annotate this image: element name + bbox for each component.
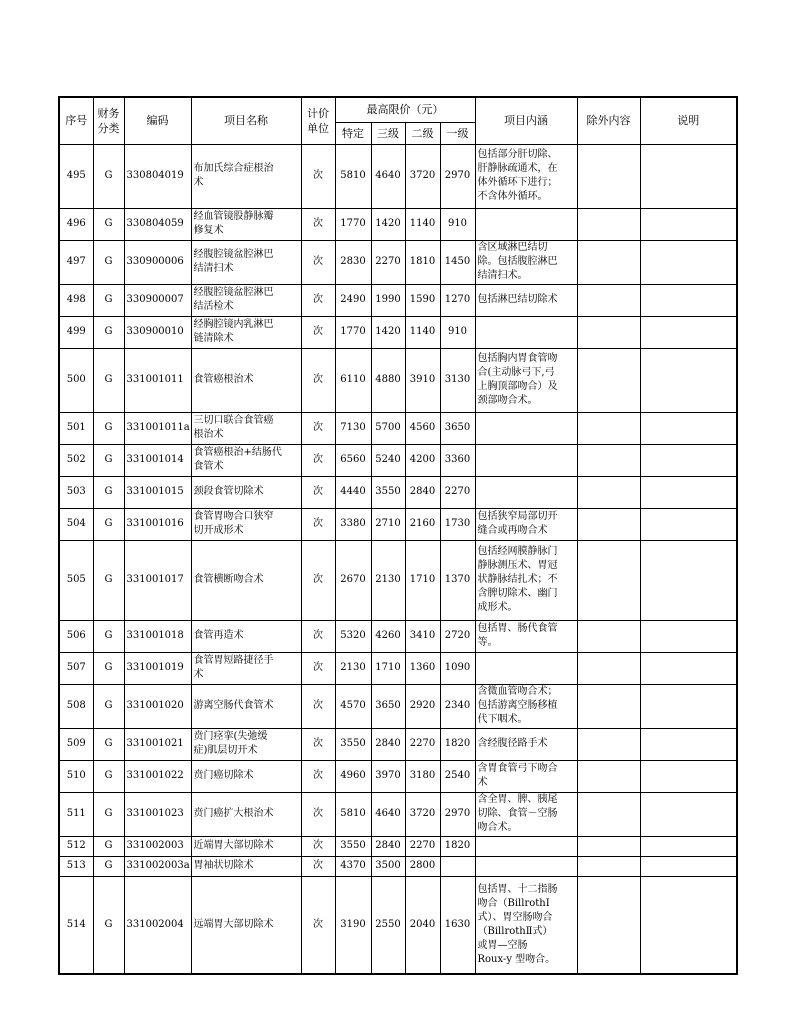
cell-category: G <box>93 240 124 284</box>
cell-price-level2: 4560 <box>405 412 440 444</box>
cell-unit: 次 <box>301 348 335 412</box>
cell-seq: 511 <box>59 792 93 836</box>
cell-seq: 498 <box>59 284 93 316</box>
table-row <box>59 836 737 856</box>
table-row <box>59 348 737 412</box>
cell-notes <box>640 836 737 856</box>
cell-price-level1: 910 <box>440 316 475 348</box>
table-row <box>59 684 737 728</box>
cell-unit: 次 <box>301 240 335 284</box>
cell-price-level3: 1990 <box>371 284 405 316</box>
cell-notes <box>640 620 737 652</box>
cell-item-name: 三切口联合食管癌 根治术 <box>191 412 301 444</box>
cell-price-special: 5320 <box>335 620 371 652</box>
cell-item-name: 食管胃吻合口狭窄 切开成形术 <box>191 508 301 540</box>
cell-notes <box>640 348 737 412</box>
cell-unit: 次 <box>301 316 335 348</box>
cell-price-special: 4370 <box>335 856 371 876</box>
cell-price-level2: 2270 <box>405 728 440 760</box>
cell-price-level3: 4260 <box>371 620 405 652</box>
cell-price-special: 5810 <box>335 792 371 836</box>
cell-price-level2: 2840 <box>405 476 440 508</box>
cell-item-name: 经胸腔镜内乳淋巴 链清除术 <box>191 316 301 348</box>
cell-price-level3: 5240 <box>371 444 405 476</box>
cell-exclusions <box>577 284 640 316</box>
cell-unit: 次 <box>301 876 335 974</box>
cell-price-level1: 1370 <box>440 540 475 620</box>
cell-exclusions <box>577 620 640 652</box>
cell-content: 含微血管吻合术； 包括游离空肠移植 代下咽术。 <box>475 684 577 728</box>
cell-exclusions <box>577 856 640 876</box>
cell-seq: 495 <box>59 144 93 208</box>
header-level2: 二级 <box>405 122 440 144</box>
cell-unit: 次 <box>301 836 335 856</box>
cell-notes <box>640 284 737 316</box>
cell-exclusions <box>577 684 640 728</box>
cell-content: 包括部分肝切除、 肝静脉疏通术，在 体外循环下进行； 不含体外循环。 <box>475 144 577 208</box>
cell-content: 含区域淋巴结切 除。包括腹腔淋巴 结清扫术。 <box>475 240 577 284</box>
table-row <box>59 508 737 540</box>
cell-seq: 500 <box>59 348 93 412</box>
cell-price-special: 6110 <box>335 348 371 412</box>
cell-price-level3: 2840 <box>371 836 405 856</box>
cell-price-level3: 2550 <box>371 876 405 974</box>
cell-price-level2: 1590 <box>405 284 440 316</box>
cell-price-level1: 3650 <box>440 412 475 444</box>
cell-notes <box>640 728 737 760</box>
cell-content <box>475 476 577 508</box>
cell-seq: 501 <box>59 412 93 444</box>
cell-seq: 499 <box>59 316 93 348</box>
cell-code: 331001020 <box>124 684 191 728</box>
table-row <box>59 284 737 316</box>
cell-price-level2: 4200 <box>405 444 440 476</box>
cell-seq: 503 <box>59 476 93 508</box>
cell-notes <box>640 240 737 284</box>
cell-price-level3: 2710 <box>371 508 405 540</box>
cell-price-special: 1770 <box>335 208 371 240</box>
cell-category: G <box>93 540 124 620</box>
cell-notes <box>640 876 737 974</box>
cell-price-level1: 910 <box>440 208 475 240</box>
cell-notes <box>640 760 737 792</box>
cell-code: 331001016 <box>124 508 191 540</box>
cell-item-name: 经血管镜股静脉瓣 修复术 <box>191 208 301 240</box>
cell-price-level1: 1630 <box>440 876 475 974</box>
cell-exclusions <box>577 540 640 620</box>
cell-seq: 496 <box>59 208 93 240</box>
cell-seq: 497 <box>59 240 93 284</box>
cell-item-name: 食管横断吻合术 <box>191 540 301 620</box>
cell-price-level3: 3970 <box>371 760 405 792</box>
cell-exclusions <box>577 760 640 792</box>
cell-price-level1: 1450 <box>440 240 475 284</box>
table-row <box>59 476 737 508</box>
cell-seq: 506 <box>59 620 93 652</box>
cell-code: 330900006 <box>124 240 191 284</box>
cell-price-level1: 3130 <box>440 348 475 412</box>
cell-exclusions <box>577 144 640 208</box>
cell-seq: 512 <box>59 836 93 856</box>
header-level1: 一级 <box>440 122 475 144</box>
cell-price-special: 6560 <box>335 444 371 476</box>
cell-content: 包括狭窄局部切开 缝合或再吻合术 <box>475 508 577 540</box>
cell-code: 330804019 <box>124 144 191 208</box>
cell-item-name: 食管再造术 <box>191 620 301 652</box>
cell-item-name: 贲门癌扩大根治术 <box>191 792 301 836</box>
cell-category: G <box>93 792 124 836</box>
cell-unit: 次 <box>301 620 335 652</box>
cell-code: 331002003a <box>124 856 191 876</box>
cell-price-level3: 4640 <box>371 144 405 208</box>
cell-unit: 次 <box>301 284 335 316</box>
header-special: 特定 <box>335 122 371 144</box>
cell-price-level2: 2040 <box>405 876 440 974</box>
cell-category: G <box>93 208 124 240</box>
table-row <box>59 620 737 652</box>
cell-exclusions <box>577 792 640 836</box>
cell-code: 331001011 <box>124 348 191 412</box>
cell-unit: 次 <box>301 760 335 792</box>
table-row <box>59 540 737 620</box>
cell-code: 330900007 <box>124 284 191 316</box>
table-row <box>59 876 737 974</box>
cell-category: G <box>93 316 124 348</box>
cell-content: 包括淋巴结切除术 <box>475 284 577 316</box>
cell-item-name: 贲门癌切除术 <box>191 760 301 792</box>
cell-notes <box>640 652 737 684</box>
cell-category: G <box>93 412 124 444</box>
cell-content: 包括胃、肠代食管 等。 <box>475 620 577 652</box>
cell-item-name: 食管癌根治术 <box>191 348 301 412</box>
cell-seq: 502 <box>59 444 93 476</box>
cell-unit: 次 <box>301 444 335 476</box>
cell-seq: 513 <box>59 856 93 876</box>
cell-category: G <box>93 876 124 974</box>
cell-category: G <box>93 728 124 760</box>
cell-price-level2: 3720 <box>405 792 440 836</box>
cell-category: G <box>93 444 124 476</box>
cell-exclusions <box>577 836 640 856</box>
cell-unit: 次 <box>301 412 335 444</box>
cell-content <box>475 208 577 240</box>
header-max-price: 最高限价（元） <box>335 97 475 122</box>
cell-code: 331002004 <box>124 876 191 974</box>
cell-price-level1: 1820 <box>440 836 475 856</box>
cell-notes <box>640 144 737 208</box>
cell-exclusions <box>577 412 640 444</box>
cell-price-level1: 2270 <box>440 476 475 508</box>
cell-exclusions <box>577 240 640 284</box>
cell-exclusions <box>577 652 640 684</box>
cell-price-level3: 3550 <box>371 476 405 508</box>
cell-unit: 次 <box>301 476 335 508</box>
cell-exclusions <box>577 876 640 974</box>
table-row <box>59 412 737 444</box>
header-seq: 序号 <box>59 97 93 144</box>
cell-price-level2: 2920 <box>405 684 440 728</box>
cell-price-level1: 2970 <box>440 792 475 836</box>
cell-price-level3: 3650 <box>371 684 405 728</box>
cell-unit: 次 <box>301 144 335 208</box>
cell-price-special: 3190 <box>335 876 371 974</box>
cell-code: 331001022 <box>124 760 191 792</box>
cell-price-level3: 4640 <box>371 792 405 836</box>
cell-item-name: 游离空肠代食管术 <box>191 684 301 728</box>
cell-price-special: 3380 <box>335 508 371 540</box>
cell-price-level2: 1360 <box>405 652 440 684</box>
cell-price-special: 5810 <box>335 144 371 208</box>
cell-price-level3: 1710 <box>371 652 405 684</box>
header-unit: 计价 单位 <box>301 97 335 144</box>
cell-seq: 507 <box>59 652 93 684</box>
cell-notes <box>640 476 737 508</box>
cell-price-special: 3550 <box>335 728 371 760</box>
cell-item-name: 近端胃大部切除术 <box>191 836 301 856</box>
cell-price-level1: 1270 <box>440 284 475 316</box>
cell-unit: 次 <box>301 540 335 620</box>
header-exclusions: 除外内容 <box>577 97 640 144</box>
cell-price-level1: 1820 <box>440 728 475 760</box>
cell-price-special: 7130 <box>335 412 371 444</box>
cell-price-level3: 1420 <box>371 316 405 348</box>
table-row <box>59 792 737 836</box>
cell-exclusions <box>577 208 640 240</box>
cell-unit: 次 <box>301 652 335 684</box>
cell-price-special: 2830 <box>335 240 371 284</box>
cell-notes <box>640 412 737 444</box>
cell-price-level3: 4880 <box>371 348 405 412</box>
table-row <box>59 240 737 284</box>
header-code: 编码 <box>124 97 191 144</box>
cell-content <box>475 444 577 476</box>
cell-unit: 次 <box>301 684 335 728</box>
cell-content: 包括胃、十二指肠 吻合（BillrothⅠ 式）、胃空肠吻合 （BillrothⅡ式） 或胃—空肠 Roux-y 型吻合。 <box>475 876 577 974</box>
cell-price-special: 1770 <box>335 316 371 348</box>
cell-price-special: 2130 <box>335 652 371 684</box>
cell-price-level1: 2540 <box>440 760 475 792</box>
cell-exclusions <box>577 316 640 348</box>
cell-notes <box>640 792 737 836</box>
cell-notes <box>640 508 737 540</box>
cell-price-level3: 5700 <box>371 412 405 444</box>
cell-price-level1: 2340 <box>440 684 475 728</box>
cell-content: 包括胸内胃食管吻 合(主动脉弓下,弓 上胸顶部吻合）及 颈部吻合术。 <box>475 348 577 412</box>
cell-price-special: 3550 <box>335 836 371 856</box>
cell-price-level1: 1090 <box>440 652 475 684</box>
cell-seq: 504 <box>59 508 93 540</box>
cell-content: 含胃食管弓下吻合 术 <box>475 760 577 792</box>
cell-category: G <box>93 508 124 540</box>
table-row <box>59 208 737 240</box>
cell-notes <box>640 444 737 476</box>
cell-code: 331001014 <box>124 444 191 476</box>
cell-price-level2: 2270 <box>405 836 440 856</box>
cell-content <box>475 316 577 348</box>
cell-item-name: 远端胃大部切除术 <box>191 876 301 974</box>
cell-price-level1: 3360 <box>440 444 475 476</box>
cell-seq: 509 <box>59 728 93 760</box>
price-table <box>58 96 738 975</box>
cell-content <box>475 412 577 444</box>
cell-code: 331002003 <box>124 836 191 856</box>
cell-price-level3: 3500 <box>371 856 405 876</box>
cell-exclusions <box>577 508 640 540</box>
cell-content <box>475 856 577 876</box>
cell-content: 含经腹径路手术 <box>475 728 577 760</box>
cell-code: 330900010 <box>124 316 191 348</box>
table-row <box>59 728 737 760</box>
cell-price-level1: 1730 <box>440 508 475 540</box>
cell-code: 331001011a <box>124 412 191 444</box>
cell-item-name: 经腹腔镜盆腔淋巴 结活检术 <box>191 284 301 316</box>
header-notes: 说明 <box>640 97 737 144</box>
cell-price-special: 2670 <box>335 540 371 620</box>
cell-item-name: 经腹腔镜盆腔淋巴 结清扫术 <box>191 240 301 284</box>
cell-notes <box>640 684 737 728</box>
cell-category: G <box>93 284 124 316</box>
header-row-1 <box>59 97 737 122</box>
cell-price-level2: 3910 <box>405 348 440 412</box>
cell-content: 包括经网膜静脉门 静脉测压术、胃冠 状静脉结扎术；不 含脾切除术、幽门 成形术。 <box>475 540 577 620</box>
table-row <box>59 316 737 348</box>
cell-exclusions <box>577 444 640 476</box>
cell-price-special: 4440 <box>335 476 371 508</box>
cell-category: G <box>93 348 124 412</box>
cell-price-special: 2490 <box>335 284 371 316</box>
cell-item-name: 食管胃短路捷径手 术 <box>191 652 301 684</box>
cell-price-level2: 3180 <box>405 760 440 792</box>
cell-code: 331001021 <box>124 728 191 760</box>
cell-price-level1: 2970 <box>440 144 475 208</box>
cell-exclusions <box>577 348 640 412</box>
cell-unit: 次 <box>301 508 335 540</box>
cell-content <box>475 836 577 856</box>
cell-code: 331001018 <box>124 620 191 652</box>
header-level3: 三级 <box>371 122 405 144</box>
table-row <box>59 444 737 476</box>
cell-category: G <box>93 620 124 652</box>
cell-code: 330804059 <box>124 208 191 240</box>
cell-category: G <box>93 760 124 792</box>
cell-category: G <box>93 144 124 208</box>
cell-price-level2: 3720 <box>405 144 440 208</box>
cell-item-name: 贲门痉挛(失弛缓 症)肌层切开术 <box>191 728 301 760</box>
table-row <box>59 856 737 876</box>
table-row <box>59 652 737 684</box>
cell-unit: 次 <box>301 728 335 760</box>
cell-content: 含全胃、脾、胰尾 切除、食管－空肠 吻合术。 <box>475 792 577 836</box>
cell-code: 331001017 <box>124 540 191 620</box>
cell-price-level3: 2270 <box>371 240 405 284</box>
cell-unit: 次 <box>301 208 335 240</box>
cell-price-level1: 2720 <box>440 620 475 652</box>
cell-price-level3: 2130 <box>371 540 405 620</box>
cell-price-special: 4960 <box>335 760 371 792</box>
cell-code: 331001019 <box>124 652 191 684</box>
cell-category: G <box>93 652 124 684</box>
cell-seq: 508 <box>59 684 93 728</box>
cell-unit: 次 <box>301 792 335 836</box>
cell-exclusions <box>577 728 640 760</box>
cell-price-level2: 2800 <box>405 856 440 876</box>
cell-unit: 次 <box>301 856 335 876</box>
cell-code: 331001015 <box>124 476 191 508</box>
cell-category: G <box>93 856 124 876</box>
cell-price-level3: 1420 <box>371 208 405 240</box>
header-content: 项目内涵 <box>475 97 577 144</box>
cell-price-level2: 1810 <box>405 240 440 284</box>
cell-notes <box>640 208 737 240</box>
cell-category: G <box>93 836 124 856</box>
cell-price-level2: 1140 <box>405 316 440 348</box>
cell-notes <box>640 540 737 620</box>
cell-category: G <box>93 476 124 508</box>
cell-item-name: 颈段食管切除术 <box>191 476 301 508</box>
table-row <box>59 760 737 792</box>
cell-seq: 505 <box>59 540 93 620</box>
cell-price-level1 <box>440 856 475 876</box>
cell-notes <box>640 316 737 348</box>
cell-price-level3: 2840 <box>371 728 405 760</box>
cell-price-level2: 2160 <box>405 508 440 540</box>
cell-price-level2: 1140 <box>405 208 440 240</box>
header-item-name: 项目名称 <box>191 97 301 144</box>
cell-price-special: 4570 <box>335 684 371 728</box>
cell-exclusions <box>577 476 640 508</box>
cell-item-name: 食管癌根治+结肠代 食管术 <box>191 444 301 476</box>
cell-seq: 514 <box>59 876 93 974</box>
cell-item-name: 胃袖状切除术 <box>191 856 301 876</box>
cell-category: G <box>93 684 124 728</box>
cell-price-level2: 1710 <box>405 540 440 620</box>
cell-seq: 510 <box>59 760 93 792</box>
cell-code: 331001023 <box>124 792 191 836</box>
table-row <box>59 144 737 208</box>
cell-content <box>475 652 577 684</box>
cell-price-level2: 3410 <box>405 620 440 652</box>
header-finance-category: 财务 分类 <box>93 97 124 144</box>
cell-item-name: 布加氏综合症根治 术 <box>191 144 301 208</box>
cell-notes <box>640 856 737 876</box>
